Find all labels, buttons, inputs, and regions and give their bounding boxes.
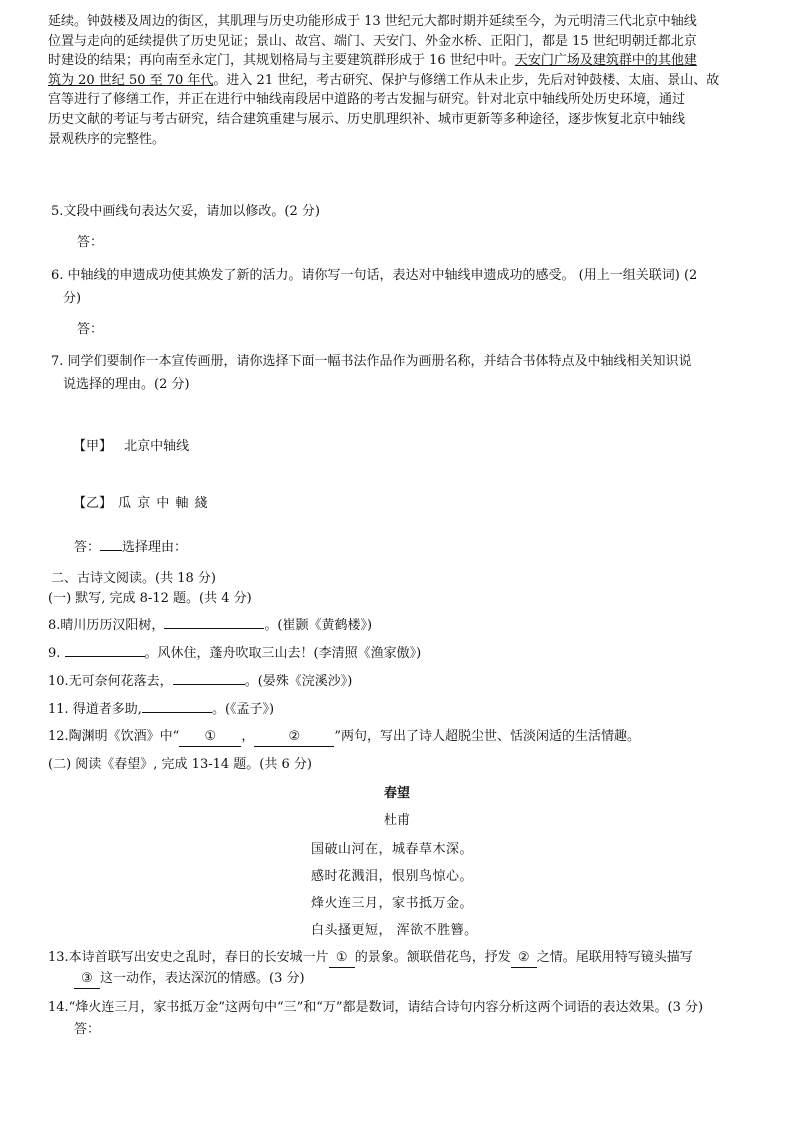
question-9: 9. 。风休住，蓬舟吹取三山去！(李清照《渔家傲》) [48,643,421,663]
question-6-cont: 分) [63,291,82,306]
poem-line: 国破山河在，城春草木深。 [311,842,474,857]
part-1-title: (一) 默写, 完成 8-12 题。(共 4 分) [48,591,252,606]
poem-title: 春望 [383,786,410,801]
calligraphy-yi [73,494,209,513]
question-5: 5.文段中画线句表达欠妥，请加以修改。(2 分) [51,204,320,219]
poem-line: 白头搔更短， 浑欲不胜簪。 [311,923,478,938]
passage-line: 景观秩序的完整性。 [48,131,166,147]
calligraphy-yi-label: 【乙】 [73,496,113,511]
fill-blank-2[interactable]: ② [254,727,334,747]
passage-line: 时建设的结果；再向南至永定门，其规划格局与主要建筑群形成于 16 世纪中叶。天安门广场及建筑群中的其他建 [48,53,697,69]
question-12: 12.陶渊明《饮酒》中“ ① ， ② ”两句，写出了诗人超脱尘世、恬淡闲适的生活情趣。 [48,727,640,747]
fill-blank[interactable] [65,643,145,657]
poem-author: 杜甫 [383,813,410,828]
passage-line: 延续。钟鼓楼及周边的街区，其肌理与历史功能形成于 13 世纪元大都时期并延续至今，为元明清三代北京中轴线 [48,14,697,29]
question-14: 14.“烽火连三月，家书抵万金”这两句中“三”和“万”都是数词，请结合诗句内容分析这两个词语的表达效果。(3 分) [48,1000,704,1015]
question-7: 7. 同学们要制作一本宣传画册，请你选择下面一幅书法作品作为画册名称，并结合书体特点及中轴线相关知识说 [51,354,692,369]
fill-blank-1[interactable]: ① [329,948,355,968]
passage [48,12,763,149]
question-8: 8.晴川历历汉阳树， 。(崔颢《黄鹤楼》) [48,615,372,635]
passage-line: 宫等进行了修缮工作，并正在进行中轴线南段居中道路的考古发掘与研究。针对北京中轴线所处历史环境，通过 [48,92,686,108]
poem-line: 烽火连三月，家书抵万金。 [311,896,474,911]
calligraphy-jia-label: 【甲】 [73,439,113,454]
section-2-title: 二、古诗文阅读。(共 18 分) [51,571,216,586]
poem-line: 感时花溅泪，恨别鸟惊心。 [311,869,474,884]
passage-line: 筑为 20 世纪 50 至 70 年代。进入 21 世纪，考古研究、保护与修缮工作从未止步，先后对钟鼓楼、太庙、景山、故 [48,72,720,88]
calligraphy-jia-text: 北京中轴线 [124,439,190,454]
question-6: 6. 中轴线的申遗成功使其焕发了新的活力。请你写一句话，表达对中轴线申遗成功的感受。 (用上一组关联词) (2 [51,268,698,283]
choice-blank[interactable] [100,537,122,551]
underlined-sentence: 天安门广场及建筑群中的其他建 [514,53,697,69]
answer-label[interactable]: 答： [74,1022,101,1037]
calligraphy-yi-text: 瓜 京 中 軸 綫 [118,496,209,511]
underlined-sentence: 筑为 20 世纪 50 至 70 年代 [48,72,214,88]
fill-blank[interactable] [173,671,245,685]
passage-line: 位置与走向的延续提供了历史见证；景山、故宫、端门、天安门、外金水桥、正阳门，都是 15 世纪明朝迁都北京 [48,33,697,49]
answer-label[interactable]: 答： [77,235,104,250]
answer-label[interactable]: 答： [77,322,104,337]
fill-blank[interactable] [164,615,264,629]
question-11: 11. 得道者多助, 。(《孟子》) [48,699,274,719]
fill-blank[interactable] [142,699,212,713]
part-2-title: (二) 阅读《春望》, 完成 13-14 题。(共 6 分) [48,757,312,772]
passage-line: 历史文献的考证与考古研究，结合建筑重建与展示、历史肌理织补、城市更新等多种途径，逐步恢复北京中轴线 [48,111,686,127]
fill-blank-2[interactable]: ② [511,948,537,968]
question-7-cont: 说选择的理由。(2 分) [63,377,190,392]
fill-blank-3[interactable]: ③ [74,969,100,989]
fill-blank-1[interactable]: ① [179,727,241,747]
q7-answer: 答： 选择理由： [74,537,187,557]
question-13-cont: ③ 这一动作，表达深沉的情感。(3 分) [74,969,305,989]
calligraphy-jia [73,437,189,456]
question-10: 10.无可奈何花落去， 。(晏殊《浣溪沙》) [48,671,352,691]
question-13: 13.本诗首联写出安史之乱时，春日的长安城一片 ① 的景象。颔联借花鸟，抒发 ② 之情。尾联用特写镜头描写 [48,948,693,968]
